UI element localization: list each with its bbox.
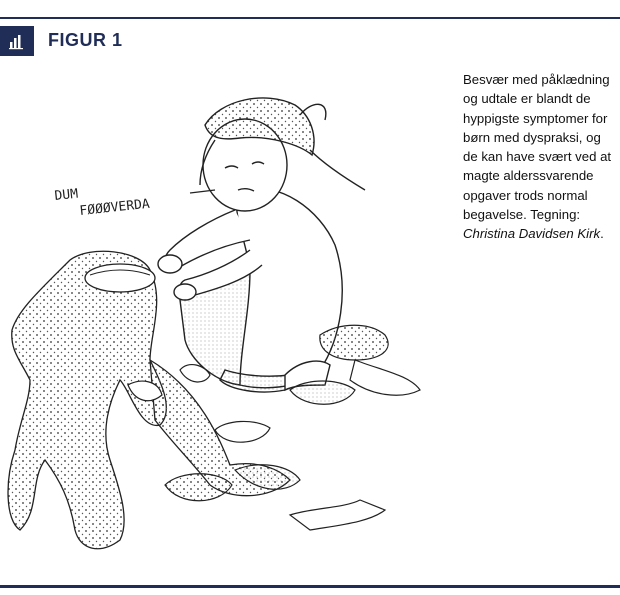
figure-badge	[0, 26, 34, 56]
figure-header	[0, 26, 620, 56]
caption-end: .	[600, 226, 604, 242]
caption-text: Besvær med påklædning og udtale er blandt de hyppigste symptomer for børn med dyspraksi, og de kan have svært ved at magte alderssvarende opgaver trods normal begavelse. Tegning:	[463, 72, 612, 223]
speech-line-2: FØØØVERDA	[78, 196, 151, 219]
top-rule	[0, 17, 620, 19]
bottom-rule	[0, 585, 620, 588]
figure-title: FIGUR 1	[48, 30, 123, 50]
child-dressing-illustration	[0, 60, 455, 580]
bar-chart-icon	[8, 32, 26, 50]
caption-credit: Christina Davidsen Kirk	[463, 226, 601, 242]
figure-caption	[463, 70, 613, 244]
child	[158, 188, 342, 392]
speech-line-1: DUM	[53, 186, 79, 204]
